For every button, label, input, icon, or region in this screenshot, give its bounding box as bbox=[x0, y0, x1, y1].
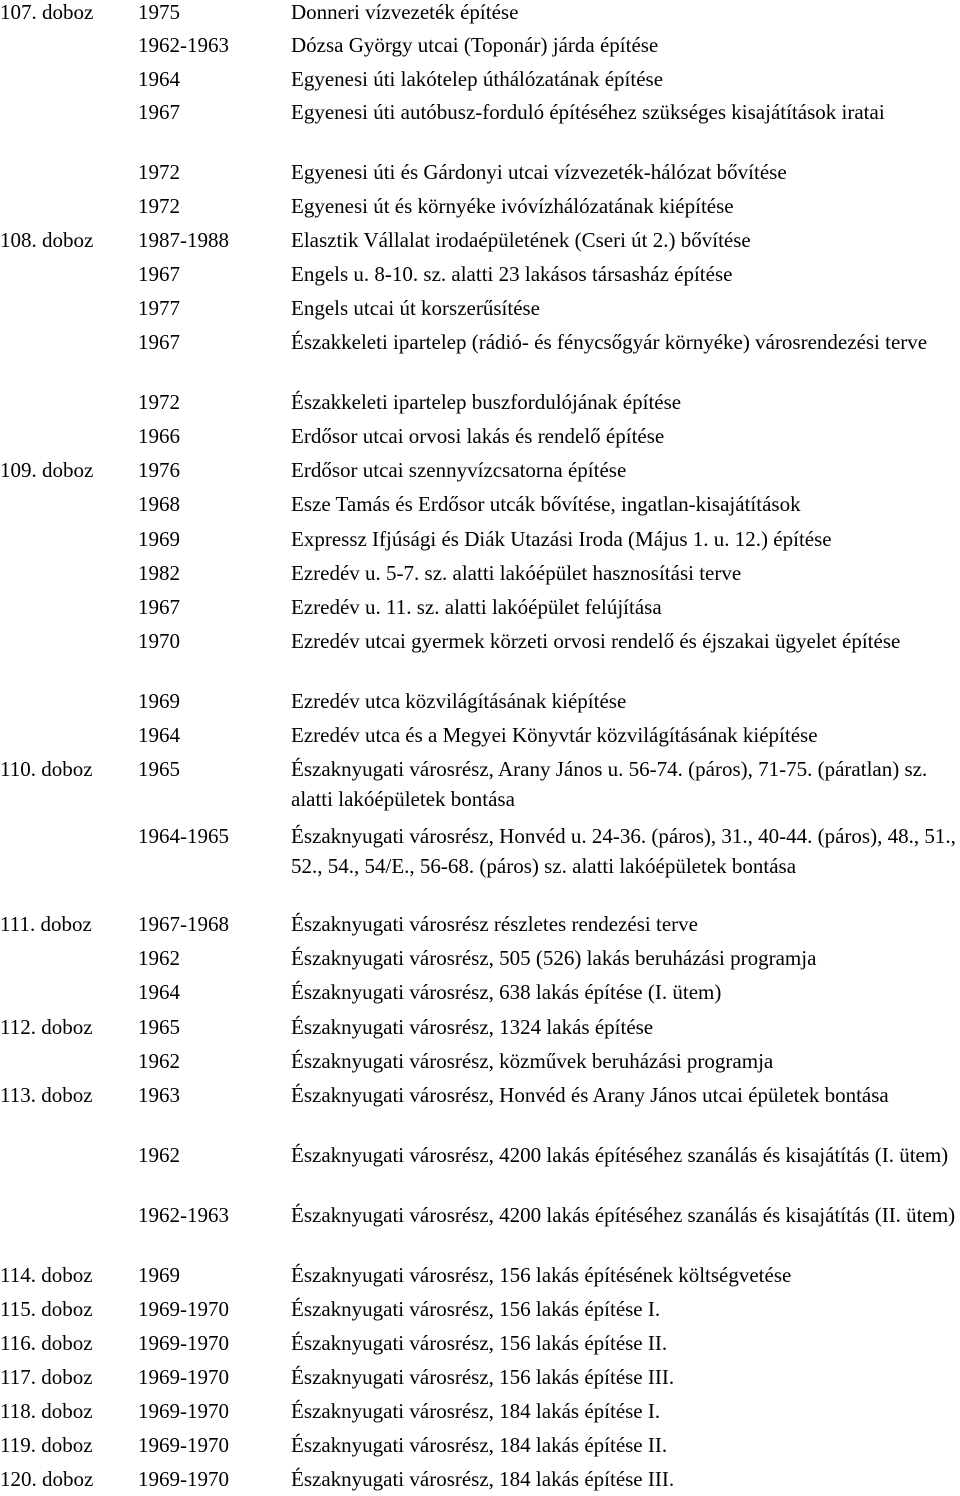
year-range: 1976 bbox=[138, 458, 180, 482]
year-range: 1969-1970 bbox=[138, 1433, 229, 1457]
year-range: 1967 bbox=[138, 262, 180, 286]
record-description: Engels u. 8-10. sz. alatti 23 lakásos társasház építése bbox=[291, 262, 733, 286]
record-description: Északnyugati városrész részletes rendezési terve bbox=[291, 912, 698, 936]
year-range: 1969 bbox=[138, 527, 180, 551]
year-range: 1982 bbox=[138, 561, 180, 585]
year-range: 1965 bbox=[138, 757, 180, 781]
year-range: 1963 bbox=[138, 1083, 180, 1107]
record-description: Északnyugati városrész, 4200 lakás építéséhez szanálás és kisajátítás (II. ütem) bbox=[291, 1203, 956, 1227]
record-description: Elasztik Vállalat irodaépületének (Cseri út 2.) bővítése bbox=[291, 228, 751, 252]
record-description: Északnyugati városrész, közművek beruházási programja bbox=[291, 1049, 774, 1073]
record-description: Északnyugati városrész, 156 lakás építése III. bbox=[291, 1365, 675, 1389]
box-number: 116. doboz bbox=[0, 1331, 93, 1355]
year-range: 1967-1968 bbox=[138, 912, 229, 936]
year-range: 1972 bbox=[138, 390, 180, 414]
box-number: 119. doboz bbox=[0, 1433, 93, 1457]
year-range: 1972 bbox=[138, 160, 180, 184]
record-description: Északnyugati városrész, Honvéd u. 24-36. (páros), 31., 40-44. (páros), 48., 51., 52., 54., 54/E., 56-68. (páros) sz. alatti lakóépületek bontása bbox=[291, 824, 956, 878]
year-range: 1987-1988 bbox=[138, 228, 229, 252]
record-description: Ezredév utca közvilágításának kiépítése bbox=[291, 689, 627, 713]
record-description: Északkeleti ipartelep (rádió- és fénycsőgyár környéke) városrendezési terve bbox=[291, 330, 928, 354]
record-description: Engels utcai út korszerűsítése bbox=[291, 296, 541, 320]
year-range: 1967 bbox=[138, 100, 180, 124]
year-range: 1975 bbox=[138, 0, 180, 24]
record-description: Erdősor utcai szennyvízcsatorna építése bbox=[291, 458, 627, 482]
year-range: 1962-1963 bbox=[138, 1203, 229, 1227]
record-description: Ezredév utca és a Megyei Könyvtár közvilágításának kiépítése bbox=[291, 723, 818, 747]
year-range: 1964-1965 bbox=[138, 824, 229, 848]
record-description: Északkeleti ipartelep buszfordulójának építése bbox=[291, 390, 682, 414]
year-range: 1969-1970 bbox=[138, 1297, 229, 1321]
year-range: 1977 bbox=[138, 296, 180, 320]
record-description: Északnyugati városrész, 156 lakás építése II. bbox=[291, 1331, 668, 1355]
box-number: 107. doboz bbox=[0, 0, 94, 24]
year-range: 1969-1970 bbox=[138, 1467, 229, 1491]
record-description: Egyenesi úti lakótelep úthálózatának építése bbox=[291, 67, 664, 91]
record-description: Ezredév u. 5-7. sz. alatti lakóépület hasznosítási terve bbox=[291, 561, 742, 585]
record-description: Északnyugati városrész, 505 (526) lakás beruházási programja bbox=[291, 946, 817, 970]
record-description: Északnyugati városrész, Arany János u. 56-74. (páros), 71-75. (páratlan) sz. alatti lakóépületek bontása bbox=[291, 757, 928, 811]
box-number: 108. doboz bbox=[0, 228, 94, 252]
year-range: 1964 bbox=[138, 723, 180, 747]
year-range: 1969-1970 bbox=[138, 1365, 229, 1389]
record-description: Északnyugati városrész, 156 lakás építése I. bbox=[291, 1297, 661, 1321]
box-number: 120. doboz bbox=[0, 1467, 94, 1491]
record-description: Ezredév utcai gyermek körzeti orvosi rendelő és éjszakai ügyelet építése bbox=[291, 629, 901, 653]
year-range: 1970 bbox=[138, 629, 180, 653]
year-range: 1967 bbox=[138, 330, 180, 354]
record-description: Északnyugati városrész, 1324 lakás építése bbox=[291, 1015, 654, 1039]
record-description: Északnyugati városrész, 184 lakás építése I. bbox=[291, 1399, 661, 1423]
box-number: 118. doboz bbox=[0, 1399, 93, 1423]
record-description: Expressz Ifjúsági és Diák Utazási Iroda (Május 1. u. 12.) építése bbox=[291, 527, 832, 551]
record-description: Északnyugati városrész, 156 lakás építésének költségvetése bbox=[291, 1263, 792, 1287]
box-number: 111. doboz bbox=[0, 912, 92, 936]
box-number: 109. doboz bbox=[0, 458, 94, 482]
year-range: 1969 bbox=[138, 689, 180, 713]
record-description: Egyenesi úti és Gárdonyi utcai vízvezeték-hálózat bővítése bbox=[291, 160, 787, 184]
year-range: 1969-1970 bbox=[138, 1331, 229, 1355]
record-description: Esze Tamás és Erdősor utcák bővítése, ingatlan-kisajátítások bbox=[291, 492, 801, 516]
box-number: 112. doboz bbox=[0, 1015, 93, 1039]
year-range: 1962-1963 bbox=[138, 33, 229, 57]
year-range: 1962 bbox=[138, 946, 180, 970]
record-description: Északnyugati városrész, 638 lakás építése (I. ütem) bbox=[291, 980, 722, 1004]
year-range: 1964 bbox=[138, 980, 180, 1004]
year-range: 1965 bbox=[138, 1015, 180, 1039]
year-range: 1969-1970 bbox=[138, 1399, 229, 1423]
record-description: Északnyugati városrész, 184 lakás építése III. bbox=[291, 1467, 675, 1491]
record-description: Északnyugati városrész, 184 lakás építése II. bbox=[291, 1433, 668, 1457]
record-description: Egyenesi úti autóbusz-forduló építéséhez szükséges kisajátítások iratai bbox=[291, 100, 885, 124]
record-description: Északnyugati városrész, 4200 lakás építéséhez szanálás és kisajátítás (I. ütem) bbox=[291, 1143, 949, 1167]
year-range: 1968 bbox=[138, 492, 180, 516]
box-number: 114. doboz bbox=[0, 1263, 93, 1287]
year-range: 1967 bbox=[138, 595, 180, 619]
box-number: 117. doboz bbox=[0, 1365, 93, 1389]
box-number: 110. doboz bbox=[0, 757, 93, 781]
record-description: Északnyugati városrész, Honvéd és Arany János utcai épületek bontása bbox=[291, 1083, 889, 1107]
year-range: 1972 bbox=[138, 194, 180, 218]
year-range: 1964 bbox=[138, 67, 180, 91]
year-range: 1966 bbox=[138, 424, 180, 448]
record-description: Egyenesi út és környéke ivóvízhálózatának kiépítése bbox=[291, 194, 734, 218]
record-description: Donneri vízvezeték építése bbox=[291, 0, 519, 24]
year-range: 1962 bbox=[138, 1049, 180, 1073]
record-description: Erdősor utcai orvosi lakás és rendelő építése bbox=[291, 424, 665, 448]
year-range: 1962 bbox=[138, 1143, 180, 1167]
box-number: 115. doboz bbox=[0, 1297, 93, 1321]
record-description: Dózsa György utcai (Toponár) járda építése bbox=[291, 33, 659, 57]
year-range: 1969 bbox=[138, 1263, 180, 1287]
record-description: Ezredév u. 11. sz. alatti lakóépület felújítása bbox=[291, 595, 662, 619]
box-number: 113. doboz bbox=[0, 1083, 93, 1107]
